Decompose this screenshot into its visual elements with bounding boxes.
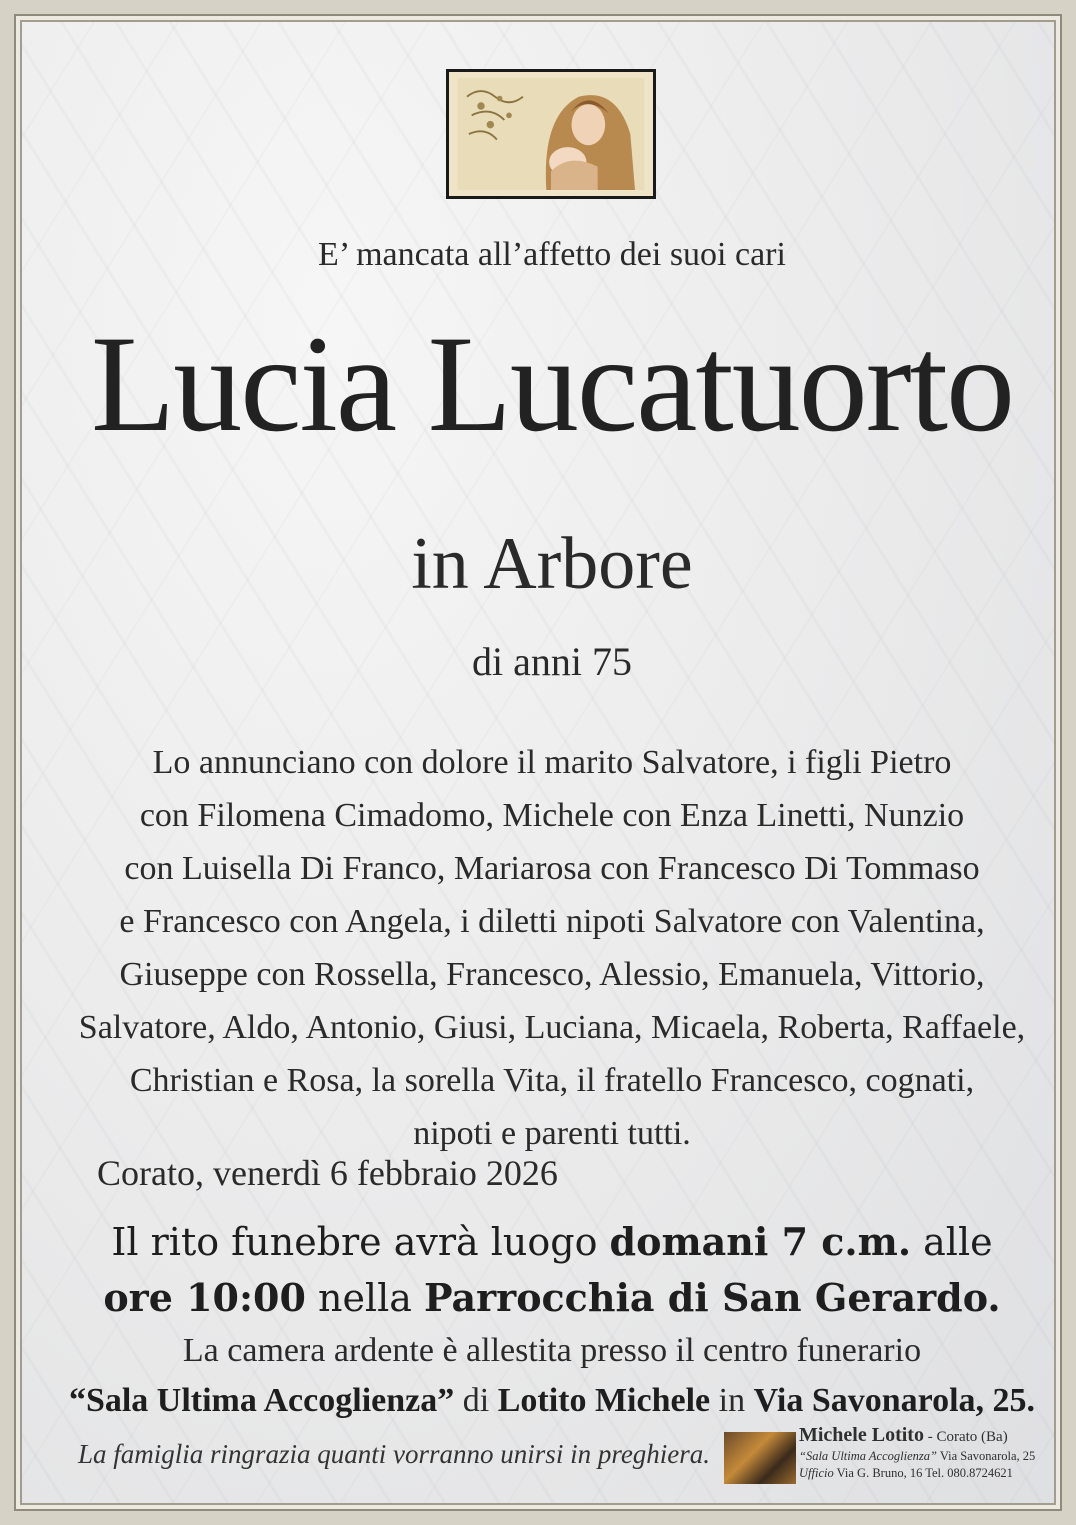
funeral-line-1 — [14, 1214, 1076, 1270]
madonna-and-child-image — [446, 69, 656, 199]
funeral-church: Parrocchia di San Gerardo. — [423, 1275, 1001, 1320]
family-line: Lo annunciano con dolore il marito Salvatore, i figli Pietro — [152, 744, 952, 781]
director-name: Lotito Michele — [497, 1382, 711, 1419]
family-line: Salvatore, Aldo, Antonio, Giusi, Luciana, Micaela, Roberta, Raffaele, — [78, 1009, 1026, 1046]
madonna-and-child-icon — [455, 78, 647, 190]
funeral-home-logo — [724, 1432, 796, 1484]
chamber-text: in — [710, 1382, 754, 1419]
family-list — [14, 736, 1076, 1160]
funeral-time: ore 10:00 — [103, 1275, 306, 1320]
chamber-details — [14, 1326, 1076, 1426]
funeral-details — [14, 1214, 1076, 1326]
agency-hall: “Sala Ultima Accoglienza” — [799, 1449, 937, 1463]
family-line: con Filomena Cimadomo, Michele con Enza Linetti, Nunzio — [139, 797, 965, 834]
family-line: nipoti e parenti tutti. — [413, 1115, 691, 1152]
agency-office-label: Ufficio — [799, 1466, 834, 1480]
chamber-location — [14, 1376, 1076, 1426]
announcement-date: Corato, venerdì 6 febbraio 2026 — [97, 1153, 558, 1193]
funeral-home-info — [799, 1424, 1059, 1481]
intro-text: E’ mancata all’affetto dei suoi cari — [318, 236, 786, 273]
family-line: con Luisella Di Franco, Mariarosa con Francesco Di Tommaso — [124, 850, 980, 887]
agency-name: Michele Lotito — [799, 1424, 924, 1446]
hall-address: Via Savonarola, 25. — [753, 1382, 1036, 1419]
chamber-text: di — [454, 1382, 498, 1419]
family-line: Christian e Rosa, la sorella Vita, il fratello Francesco, cognati, — [129, 1062, 975, 1099]
hall-name: “Sala Ultima Accoglienza” — [68, 1382, 455, 1419]
funeral-text: Il rito funebre avrà luogo — [111, 1220, 610, 1264]
agency-hall-address: Via Savonarola, 25 — [936, 1449, 1036, 1463]
family-line: Giuseppe con Rossella, Francesco, Alessio, Emanuela, Vittorio, — [119, 956, 985, 993]
funeral-text: alle — [911, 1220, 993, 1264]
funeral-date: domani 7 c.m. — [609, 1219, 912, 1264]
thanks-text: La famiglia ringrazia quanti vorranno unirsi in preghiera. — [78, 1439, 711, 1469]
funeral-line-2 — [14, 1270, 1076, 1326]
deceased-name: Lucia Lucatuorto — [90, 307, 1014, 460]
agency-office-address: Via G. Bruno, 16 Tel. 080.8724621 — [833, 1466, 1013, 1480]
chamber-line: La camera ardente è allestita presso il centro funerario — [182, 1332, 922, 1369]
agency-city: - Corato (Ba) — [923, 1429, 1008, 1445]
married-name: in Arbore — [411, 523, 693, 605]
age-text: di anni 75 — [472, 639, 632, 684]
funeral-text: nella — [305, 1276, 424, 1320]
family-line: e Francesco con Angela, i diletti nipoti Salvatore con Valentina, — [119, 903, 985, 940]
